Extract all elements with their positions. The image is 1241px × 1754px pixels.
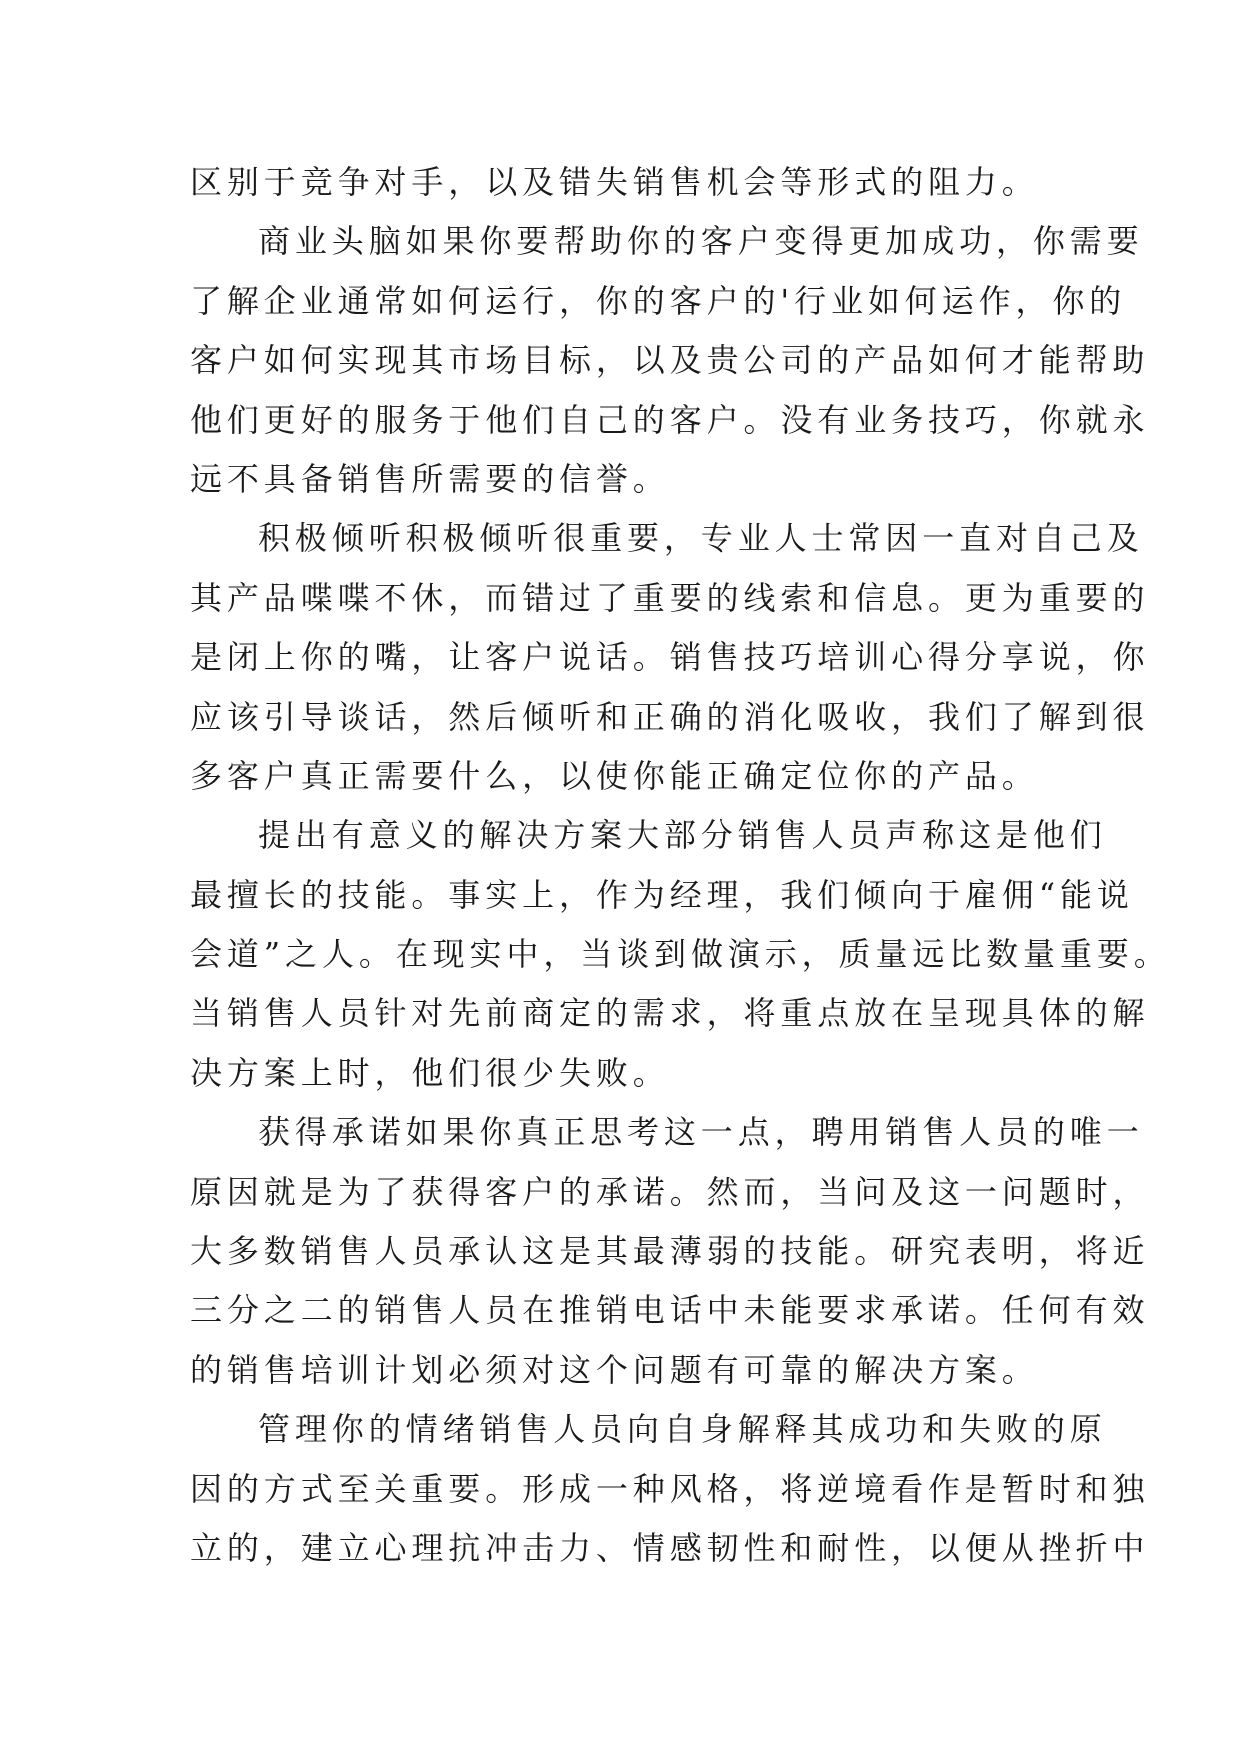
text-line: 当销售人员针对先前商定的需求，将重点放在呈现具体的解 — [190, 994, 1150, 1033]
text-line: 大多数销售人员承认这是其最薄弱的技能。研究表明，将近 — [190, 1232, 1150, 1271]
paragraph-first-line: 获得承诺如果你真正思考这一点，聘用销售人员的唯一 — [258, 1113, 1144, 1152]
text-line: 会道”之人。在现实中，当谈到做演示，质量远比数量重要。 — [190, 935, 1171, 974]
text-line: 应该引导谈话，然后倾听和正确的消化吸收，我们了解到很 — [190, 697, 1150, 736]
text-line: 立的，建立心理抗冲击力、情感韧性和耐性，以便从挫折中 — [190, 1528, 1150, 1567]
text-line: 远不具备销售所需要的信誉。 — [190, 459, 670, 498]
text-line: 决方案上时，他们很少失败。 — [190, 1053, 670, 1092]
text-line: 区别于竞争对手，以及错失销售机会等形式的阻力。 — [190, 163, 1039, 201]
paragraph-first-line: 管理你的情绪销售人员向自身解释其成功和失败的原 — [258, 1410, 1107, 1449]
text-line: 多客户真正需要什么，以使你能正确定位你的产品。 — [190, 756, 1039, 795]
text-line: 因的方式至关重要。形成一种风格，将逆境看作是暂时和独 — [190, 1469, 1150, 1508]
text-line: 最擅长的技能。事实上，作为经理，我们倾向于雇佣“能说 — [190, 875, 1134, 914]
paragraph-first-line: 商业头脑如果你要帮助你的客户变得更加成功，你需要 — [258, 222, 1144, 261]
text-line: 他们更好的服务于他们自己的客户。没有业务技巧，你就永 — [190, 400, 1150, 439]
text-line: 其产品喋喋不休，而错过了重要的线索和信息。更为重要的 — [190, 578, 1150, 617]
document-body — [190, 153, 1171, 1578]
text-line: 原因就是为了获得客户的承诺。然而，当问及这一问题时， — [190, 1172, 1150, 1211]
text-line: 是闭上你的嘴，让客户说话。销售技巧培训心得分享说，你 — [190, 638, 1150, 677]
paragraph-first-line: 提出有意义的解决方案大部分销售人员声称这是他们 — [258, 816, 1107, 855]
text-line: 了解企业通常如何运行，你的客户的'行业如何运作，你的 — [190, 281, 1127, 320]
text-line: 三分之二的销售人员在推销电话中未能要求承诺。任何有效 — [190, 1291, 1150, 1330]
text-line: 客户如何实现其市场目标，以及贵公司的产品如何才能帮助 — [190, 341, 1150, 380]
paragraph-first-line: 积极倾听积极倾听很重要，专业人士常因一直对自己及 — [258, 519, 1144, 558]
text-line: 的销售培训计划必须对这个问题有可靠的解决方案。 — [190, 1350, 1039, 1389]
